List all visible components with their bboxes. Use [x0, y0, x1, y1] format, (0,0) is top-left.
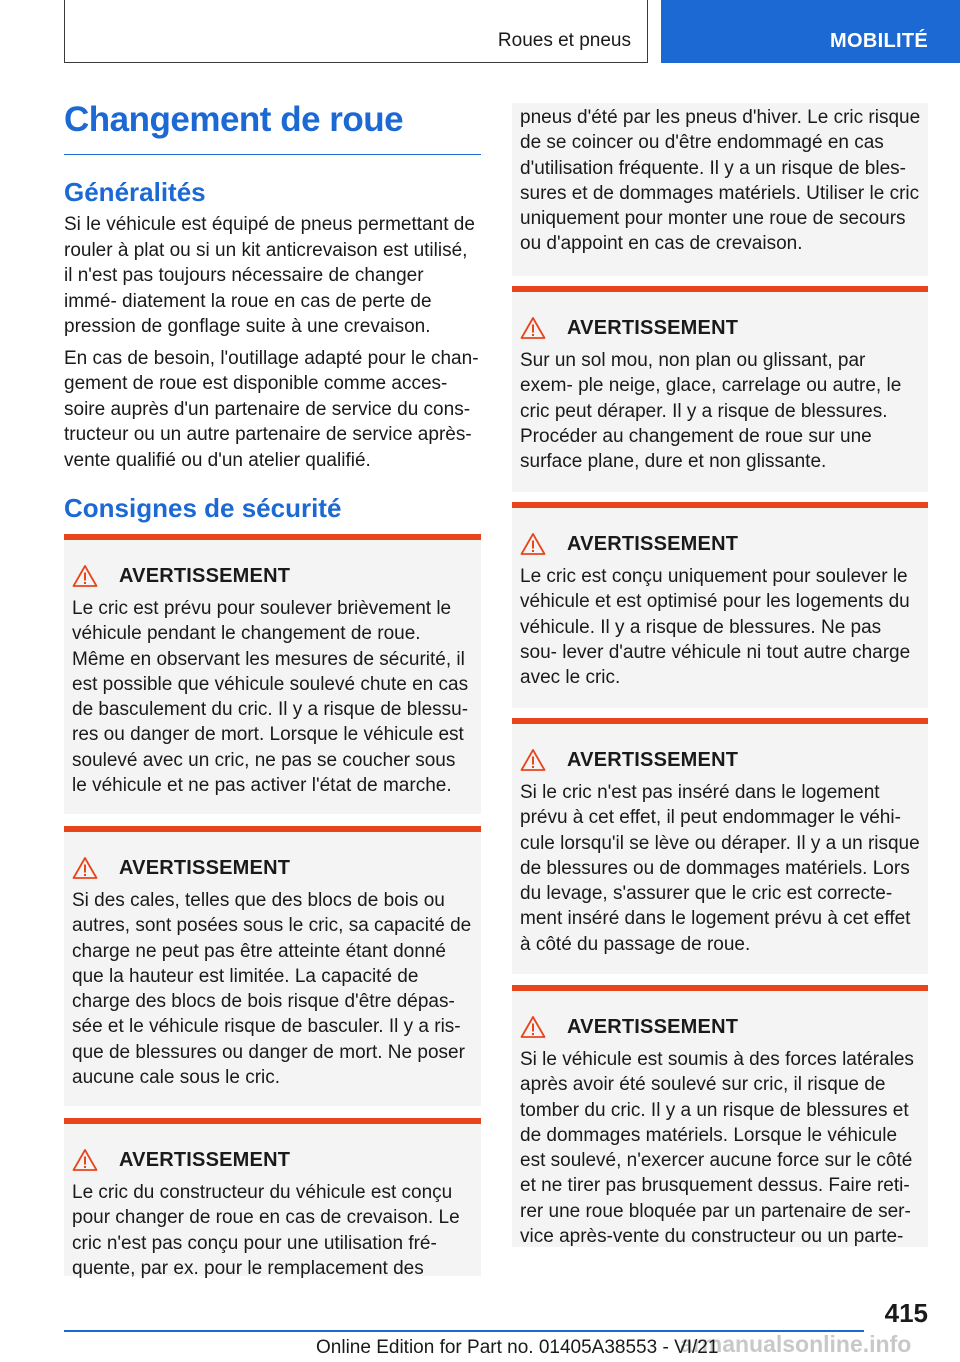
- warning-text: Sur un sol mou, non plan ou glissant, par exem- ple neige, glace, carrelage ou autre, le cric peut déraper. Il y a risque de blessures. Procéder au changement de roue sur une surface plane, dure et non glissante.: [520, 350, 902, 473]
- warning-title: AVERTISSEMENT: [567, 748, 739, 771]
- warning-box-6: [512, 718, 928, 974]
- warning-title: AVERTISSEMENT: [119, 856, 291, 879]
- warning-text: Si le véhicule est soumis à des forces latérales après avoir été soulevé sur cric, il risque de tomber du cric. Il y a un risque de blessures et de dommages matériels. Lorsque le véhicule est soulevé, n'exercer aucune force sur le côté et ne tirer pas brusquement dessus. Faire reti- rer une roue bloquée par un partenaire de ser- vice après-vente du constructeur ou un parte-: [520, 1049, 914, 1248]
- warning-box-3: [64, 1118, 481, 1279]
- warning-triangle-icon: [72, 1148, 98, 1172]
- warning-triangle-icon: [520, 532, 546, 556]
- paragraph-generalites-2: En cas de besoin, l'outillage adapté pour le chan- gement de roue est disponible comme acces- soire auprès d'un partenaire de service du cons- tructeur ou un autre partenaire de service après- vente qualifié ou d'un atelier qualifié.: [64, 347, 479, 471]
- warning-box-4: [512, 286, 928, 492]
- page-title: Changement de roue: [64, 100, 481, 155]
- warning-triangle-icon: [72, 856, 98, 880]
- header-chapter-tab: [661, 0, 960, 63]
- warning-title: AVERTISSEMENT: [567, 1015, 739, 1038]
- warning-box-2: [64, 826, 481, 1106]
- header-section-label: Roues et pneus: [497, 30, 631, 51]
- heading-consignes: Consignes de sécurité: [64, 493, 342, 523]
- page-number: 415: [884, 1298, 928, 1328]
- warning-title: AVERTISSEMENT: [119, 1148, 291, 1171]
- header-section-box: [64, 0, 648, 63]
- warning-title: AVERTISSEMENT: [567, 532, 739, 555]
- warning-continuation: pneus d'été par les pneus d'hiver. Le cric risque de se coincer ou d'être endommagé en cas d'utilisation fréquente. Il y a un risque de bles- sures et de dommages matériels. Utiliser le cric uniquement pour monter une roue de secours ou d'appoint en cas de crevaison.: [512, 103, 928, 276]
- warning-text: Le cric est prévu pour soulever brièvement le véhicule pendant le changement de roue. Même en observant les mesures de sécurité, il est possible que véhicule soulevé chute en cas de basculement du cric. Il y a risque de blessu- res ou danger de mort. Lorsque le véhicule est soulevé avec un cric, ne pas se coucher sous le véhicule et ne pas activer l'état de marche.: [72, 598, 469, 797]
- warning-box-1: [64, 534, 481, 814]
- warning-triangle-icon: [520, 748, 546, 772]
- warning-text: Si le cric n'est pas inséré dans le logement prévu à cet effet, il peut endommager le véhi- cule lorsqu'il se lève ou déraper. Il y a un risque de blessures ou de dommages matériels. Lors du levage, s'assurer que le cric est correcte- ment inséré dans le logement prévu à cet effet à côté du passage de roue.: [520, 782, 920, 955]
- header-chapter-label: MOBILITÉ: [830, 30, 928, 52]
- warning-title: AVERTISSEMENT: [567, 316, 739, 339]
- warning-text: Le cric est conçu uniquement pour soulever le véhicule et est optimisé pour les logements du véhicule. Il y a risque de blessures. Ne pas sou- lever d'autre véhicule ni tout autre charge avec le cric.: [520, 566, 911, 689]
- warning-text: Le cric du constructeur du véhicule est conçu pour changer de roue en cas de crevaison. Le cric n'est pas conçu pour une utilisation fré- quente, par ex. pour le remplacement des: [72, 1182, 460, 1279]
- warning-title: AVERTISSEMENT: [119, 564, 291, 587]
- watermark-logo: armanualsonline.info: [680, 1331, 912, 1357]
- warning-text: Si des cales, telles que des blocs de bois ou autres, sont posées sous le cric, sa capacité de charge ne peut pas être atteinte étant donné que la hauteur est limitée. La capacité de charge des blocs de bois risque d'être dépas- sée et le véhicule risque de basculer. Il y a ris- que de blessures ou danger de mort. Ne poser aucune cale sous le cric.: [72, 890, 472, 1089]
- warning-triangle-icon: [520, 1015, 546, 1039]
- warning-box-5: [512, 502, 928, 708]
- left-column: [64, 100, 481, 544]
- warning-triangle-icon: [520, 316, 546, 340]
- warning-box-7: [512, 985, 928, 1247]
- warning-triangle-icon: [72, 564, 98, 588]
- paragraph-generalites-1: Si le véhicule est équipé de pneus permettant de rouler à plat ou si un kit anticrevaison est utilisé, il n'est pas toujours nécessaire de changer immé- diatement la roue en cas de perte de pression de gonflage suite à une crevaison.: [64, 214, 475, 337]
- heading-generalites: Généralités: [64, 177, 206, 207]
- footer-edition: Online Edition for Part no. 01405A38553 - VI/21: [316, 1337, 719, 1358]
